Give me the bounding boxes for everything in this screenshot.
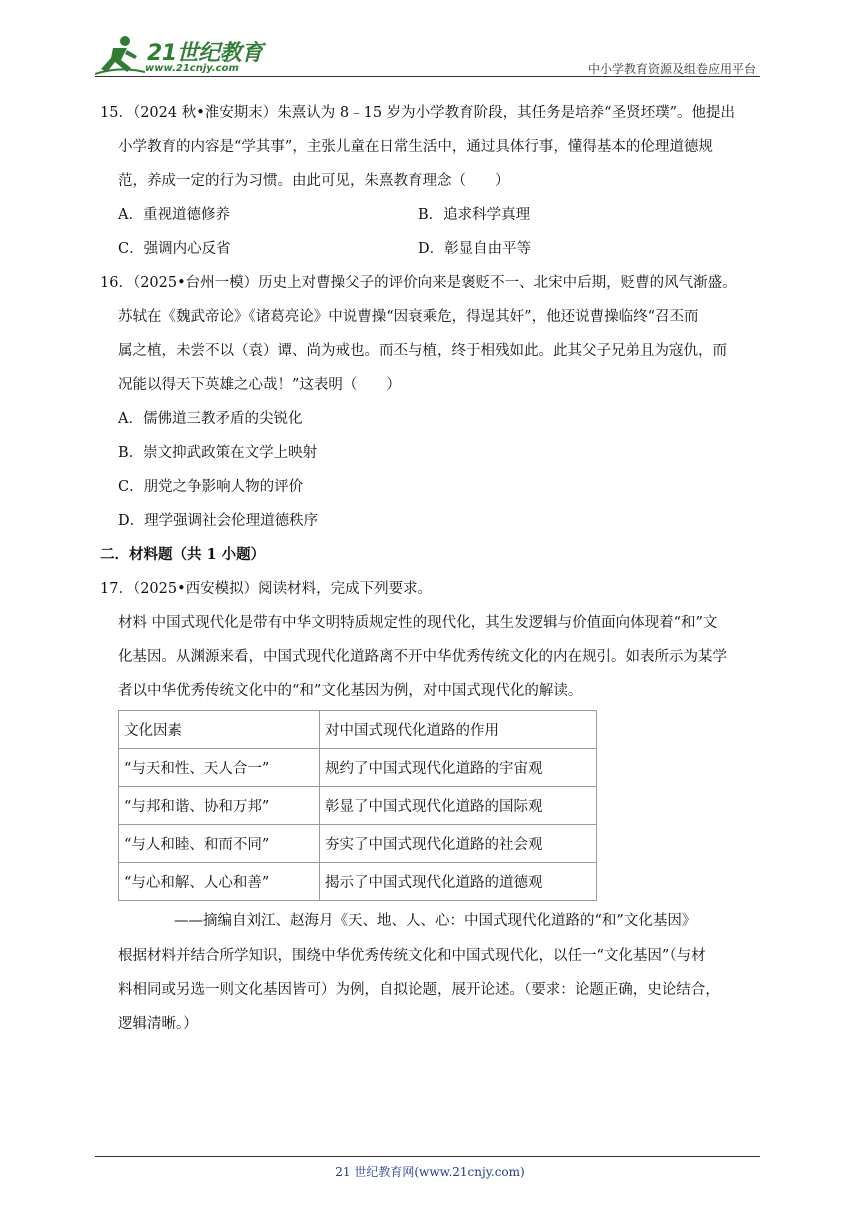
table-row	[119, 863, 597, 901]
question-15-option-c: C．强调内心反省	[118, 241, 231, 257]
question-15-options-row-2	[100, 232, 765, 266]
table-header-cell: 对中国式现代化道路的作用	[320, 711, 597, 749]
table-row	[119, 787, 597, 825]
table-row	[119, 749, 597, 787]
footer-divider	[95, 1156, 760, 1157]
material-line-2: 化基因。从渊源来看，中国式现代化道路离不开中华优秀传统文化的内在规引。如表所示为某学	[118, 649, 727, 665]
table-header-row	[119, 711, 597, 749]
platform-name: 中小学教育资源及组卷应用平台	[587, 62, 756, 76]
question-16-option-c: C．朋党之争影响人物的评价	[118, 479, 304, 495]
question-15-options-row-1	[100, 198, 765, 232]
question-15-option-b: B．追求科学真理	[418, 207, 531, 223]
question-15-line-2: 小学教育的内容是“学其事”，主张儿童在日常生活中，通过具体行事，懂得基本的伦理道德规	[118, 139, 713, 155]
question-16-line-4: 况能以得天下英雄之心哉！”这表明（ ）	[118, 377, 401, 393]
header-divider	[95, 76, 760, 77]
page-header	[95, 30, 760, 78]
question-16-option-a: A．儒佛道三教矛盾的尖锐化	[118, 411, 303, 427]
question-15-option-d: D．彰显自由平等	[418, 241, 532, 257]
question-15-line-3: 范，养成一定的行为习惯。由此可见，朱熹教育理念（ ）	[118, 173, 510, 189]
table-cell: “与邦和谐、协和万邦”	[119, 787, 320, 825]
question-17	[100, 572, 765, 1041]
question-16	[100, 266, 765, 538]
material-line-1: 材料 中国式现代化是带有中华文明特质规定性的现代化，其生发逻辑与价值面向体现着“和”文	[118, 615, 718, 631]
table-cell: “与人和睦、和而不同”	[119, 825, 320, 863]
site-logo[interactable]	[95, 34, 265, 78]
document-body	[100, 96, 765, 1041]
table-row	[119, 825, 597, 863]
question-16-line-1: 16．（2025•台州一模）历史上对曹操父子的评价向来是褒贬不一、北宋中后期，贬曹的风气渐盛。	[100, 275, 737, 291]
question-16-line-2: 苏轼在《魏武帝论》《诸葛亮论》中说曹操“因衰乘危，得逞其奸”，他还说曹操临终“召丕而	[118, 309, 699, 325]
task-line-2: 料相同或另选一则文化基因皆可）为例，自拟论题，展开论述。（要求：论题正确，史论结合，	[118, 982, 720, 998]
section-heading: 二．材料题（共 1 小题）	[100, 546, 266, 563]
table-cell: 规约了中国式现代化道路的宇宙观	[320, 749, 597, 787]
table-cell: “与天和性、天人合一”	[119, 749, 320, 787]
table-cell: “与心和解、人心和善”	[119, 863, 320, 901]
task-line-3: 逻辑清晰。）	[118, 1016, 198, 1032]
task-line-1: 根据材料并结合所学知识，围绕中华优秀传统文化和中国式现代化，以任一“文化基因”（与材	[118, 948, 706, 964]
question-17-intro: 17．（2025•西安模拟）阅读材料，完成下列要求。	[100, 581, 433, 597]
running-person-icon	[95, 34, 145, 78]
question-15-option-a: A．重视道德修养	[118, 207, 230, 223]
material-line-3: 者以中华优秀传统文化中的“和”文化基因为例，对中国式现代化的解读。	[118, 683, 583, 699]
material-table	[118, 710, 597, 901]
question-16-option-d: D．理学强调社会伦理道德秩序	[118, 513, 319, 529]
table-cell: 夯实了中国式现代化道路的社会观	[320, 825, 597, 863]
question-16-line-3: 属之植，未尝不以（袁）谭、尚为戒也。而丕与植，终于相残如此。此其父子兄弟且为寇仇，而	[118, 343, 727, 359]
question-16-option-b: B．崇文抑武政策在文学上映射	[118, 445, 318, 461]
table-header-cell: 文化因素	[119, 711, 320, 749]
material-source: ——摘编自刘江、赵海月《天、地、人、心：中国式现代化道路的“和”文化基因》	[174, 913, 697, 929]
question-15-line-1: 15．（2024 秋•淮安期末）朱熹认为 8﹣15 岁为小学教育阶段，其任务是培养“圣贤坯璞”。他提出	[100, 105, 735, 121]
logo-url: www.21cnjy.com	[145, 63, 239, 74]
table-cell: 彰显了中国式现代化道路的国际观	[320, 787, 597, 825]
question-15	[100, 96, 765, 266]
footer-link[interactable]: 21 世纪教育网(www.21cnjy.com)	[335, 1165, 525, 1179]
table-cell: 揭示了中国式现代化道路的道德观	[320, 863, 597, 901]
logo-text: 21世纪教育	[147, 41, 263, 66]
